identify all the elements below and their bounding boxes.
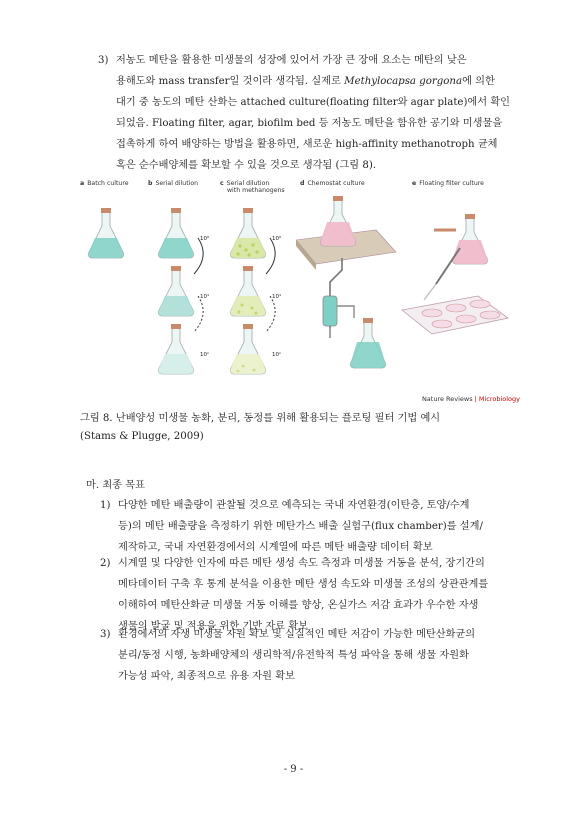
methanogen-flask-2	[231, 266, 266, 316]
dilution-label-b-n: 10ⁿ	[200, 352, 210, 358]
panel-c-label: c Serial dilution with methanogens	[220, 180, 285, 194]
dilution-label-c-1: 10¹	[272, 294, 282, 300]
species-name: Methylocapsa gorgona	[344, 76, 463, 87]
panel-a-label: a Batch culture	[80, 180, 129, 187]
serial-dilution-flask-3	[159, 324, 194, 374]
goal-3: 3) 환경에서의 자생 미생물 자원 확보 및 실질적인 메탄 저감이 가능한 메탄산화균의 분리/동정 시행, 농화배양체의 생리학적/유전학적 특성 파악을 통해 생물 자원화 가능성 파악, 최종적으로 유용 자원 확보	[100, 629, 476, 682]
floating-filter-setup	[402, 214, 508, 334]
goal-2: 2) 시계열 및 다양한 인자에 따른 메탄 생성 속도 측정과 미생물 거동을 분석, 장기간의 메타데이터 구축 후 통계 분석을 이용한 메탄 생성 속도와 미생물 조성의 상관관계를 이해하여 메탄산화균 미생물 거동 이해를 향상, 온실가스 저감 효과가 우수한 자생 생물의 발굴 및 적용을 위한 기반 자료 확보	[100, 558, 489, 632]
page-number: - 9 -	[283, 764, 304, 775]
para3-line6: 혹은 순수배양체를 확보할 수 있을 것으로 생각됨 (그림 8).	[116, 160, 377, 171]
figure-8	[80, 178, 520, 403]
methanogen-flask-1	[231, 208, 266, 258]
caption-citation: (Stams & Plugge, 2009)	[80, 431, 204, 442]
dilution-label-b-1: 10¹	[200, 294, 210, 300]
para3-line2: 용해도와 mass transfer일 것이라 생각됨. 실제로 Methylocapsa gorgona에 의한	[116, 76, 495, 87]
serial-dilution-flask-1	[159, 208, 194, 258]
figure-illustration	[80, 178, 520, 393]
para3-line1: 3) 저농도 메탄을 활용한 미생물의 성장에 있어서 가장 큰 장애 요소는 메탄의 낮은	[98, 55, 467, 66]
dilution-label-b-0: 10⁰	[200, 236, 210, 242]
section-title: 마. 최종 목표	[86, 480, 145, 491]
para3-line5: 접촉하게 하여 배양하는 방법을 활용하면, 새로운 high-affinity methanotroph 균체	[116, 139, 498, 150]
caption-line1: 그림 8. 난배양성 미생물 농화, 분리, 동정를 위해 활용되는 플로팅 필터 기법 예시	[80, 413, 441, 424]
para3-line3: 대기 중 농도의 메탄 산화는 attached culture(floating filter와 agar plate)에서 확인	[116, 97, 511, 108]
methanogen-flask-3	[231, 324, 266, 374]
panel-d-label: d Chemostat culture	[300, 180, 365, 187]
chemostat-apparatus	[296, 196, 396, 368]
panel-b-label: b Serial dilution	[148, 180, 199, 187]
dilution-label-c-0: 10⁰	[272, 236, 282, 242]
figure-credit: Nature Reviews | Microbiology	[421, 395, 520, 403]
goal-1: 1) 다양한 메탄 배출량이 관찰될 것으로 예측되는 국내 자연환경(이탄층, 토양/수계 등)의 메탄 배출량을 측정하기 위한 메탄가스 배출 실험구(flux chamber)를 설계/ 제작하고, 국내 자연환경에서의 시계열에 따른 메탄 배출량 데이터 확보	[100, 500, 483, 553]
para3-line4: 되었음. Floating filter, agar, biofilm bed 등 저농도 메탄을 함유한 공기와 미생물을	[116, 118, 503, 129]
panel-e-label: e Floating filter culture	[412, 180, 484, 187]
dilution-label-c-n: 10ⁿ	[272, 352, 282, 358]
serial-dilution-flask-2	[159, 266, 194, 316]
figure-caption	[80, 410, 520, 446]
paragraph-3	[98, 50, 530, 176]
batch-culture-flask	[89, 208, 124, 258]
